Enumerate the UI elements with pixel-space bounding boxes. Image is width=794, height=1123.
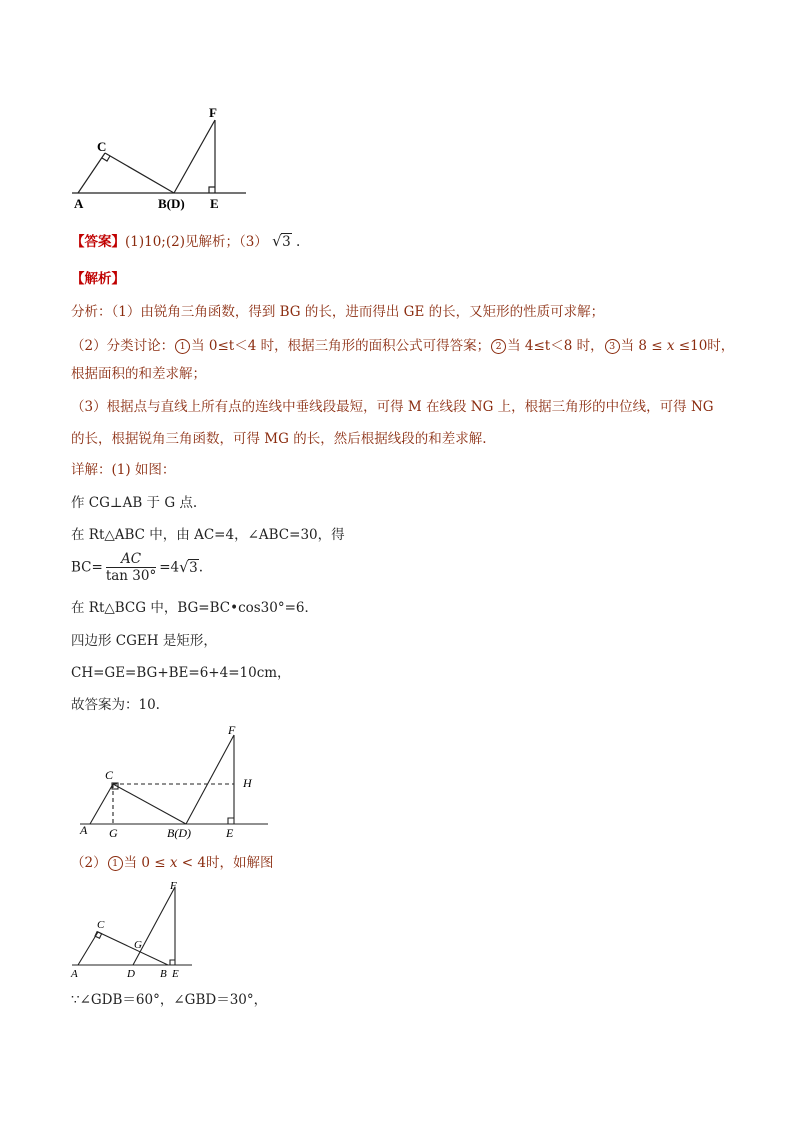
fig2-bf (186, 735, 234, 824)
case1-circled-1: 1 (108, 856, 123, 871)
bc-eq: =4 (159, 559, 180, 576)
case1 (71, 853, 273, 873)
fig2-right-angle-e (228, 818, 234, 824)
para2-a: （2）分类讨论： (71, 338, 175, 354)
fig3-label-d: D (127, 968, 135, 980)
fig2-ac (90, 784, 113, 824)
detail5: 四边形 CGEH 是矩形， (71, 633, 217, 649)
bc-sqrt-value: 3 (189, 559, 198, 576)
fig1-ac (78, 153, 105, 193)
fig3-cb (98, 932, 168, 965)
fig3-right-angle-e (170, 960, 175, 965)
last-line: ∵∠GDB＝60°，∠GBD＝30°， (71, 992, 268, 1008)
fig1-right-angle-c (102, 156, 110, 161)
bc-sqrt: √ 3 (179, 557, 198, 576)
fig3-label-g: G (134, 939, 142, 951)
fig1-label-f: F (209, 105, 217, 120)
circled-1: 1 (175, 339, 190, 354)
fig1-bf (174, 120, 215, 193)
detail1: 详解：(1) 如图： (71, 462, 176, 478)
fig2-label-c: C (105, 768, 114, 782)
analysis-tag: 【解析】 (71, 271, 125, 287)
bc-lead: BC= (71, 559, 103, 576)
fig1-label-c: C (97, 139, 107, 154)
answer-tag: 【答案】 (71, 234, 125, 250)
bc-fraction (106, 551, 156, 584)
answer-line (71, 232, 300, 252)
bc-end: . (198, 559, 203, 576)
circled-2: 2 (491, 339, 506, 354)
fig2-label-f: F (228, 723, 236, 737)
case1-b: 当 0 ≤ (123, 855, 170, 871)
case1-x: x (169, 855, 178, 871)
fig3-right-angle-c (95, 932, 102, 939)
fig2-label-g: G (109, 826, 118, 840)
answer-end: . (296, 234, 301, 250)
detail7: 故答案为：10. (71, 697, 160, 713)
para2b: 根据面积的和差求解； (71, 366, 206, 382)
figure-2 (76, 722, 272, 842)
fig2-cb (113, 784, 186, 824)
para2-b: 当 0≤t＜4 时，根据三角形的面积公式可得答案； (191, 338, 491, 354)
sqrt-3: √ 3 (272, 232, 291, 250)
fig2-label-bd: B(D) (167, 826, 191, 840)
fig2-label-h: H (243, 776, 252, 790)
fig2-label-a: A (80, 823, 88, 837)
detail3: 在 Rt△ABC 中，由 AC=4，∠ABC=30，得 (71, 527, 345, 543)
fig3-ac (78, 932, 98, 965)
fig3-label-b: B (160, 968, 167, 980)
circled-3: 3 (605, 339, 620, 354)
para2-e: ≤10时， (674, 338, 735, 354)
sqrt-3-value: 3 (282, 234, 291, 250)
bc-formula (71, 551, 203, 584)
figure-3 (68, 877, 196, 985)
case1-a: （2） (71, 855, 107, 871)
fig3-label-c: C (97, 919, 105, 931)
detail2: 作 CG⊥AB 于 G 点. (71, 495, 198, 511)
fig2-label-e: E (226, 826, 234, 840)
para2-c: 当 4≤t＜8 时， (507, 338, 604, 354)
bc-den: tan 30° (105, 568, 157, 584)
fig3-label-e: E (172, 968, 179, 980)
fig1-cb (105, 153, 174, 193)
para1: 分析：（1）由锐角三角函数，得到 BG 的长，进而得出 GE 的长，又矩形的性质可求解； (71, 304, 605, 320)
figure-1 (70, 100, 250, 215)
para3b: 的长，根据锐角三角函数，可得 MG 的长，然后根据线段的和差求解. (71, 431, 487, 447)
case1-c: < 4时，如解图 (177, 855, 274, 871)
detail6: CH=GE=BG+BE=6+4=10cm， (71, 665, 291, 681)
fig1-label-bd: B(D) (158, 196, 185, 211)
detail4: 在 Rt△BCG 中，BG=BC•cos30°=6． (71, 600, 319, 616)
fig1-label-a: A (74, 196, 84, 211)
fig1-label-e: E (210, 196, 219, 211)
bc-num: AC (106, 551, 156, 568)
fig1-right-angle-e (209, 187, 215, 193)
answer-text: (1)10;(2)见解析；（3） (125, 234, 268, 250)
para2 (71, 336, 734, 356)
fig3-label-f: F (170, 880, 177, 892)
para3: （3）根据点与直线上所有点的连线中垂线段最短，可得 M 在线段 NG 上，根据三角形的中位线，可得 NG (71, 399, 714, 415)
fig3-df (133, 887, 175, 965)
fig3-label-a: A (71, 968, 78, 980)
para2-x: x (666, 338, 675, 354)
para2-d: 当 8 ≤ (620, 338, 667, 354)
